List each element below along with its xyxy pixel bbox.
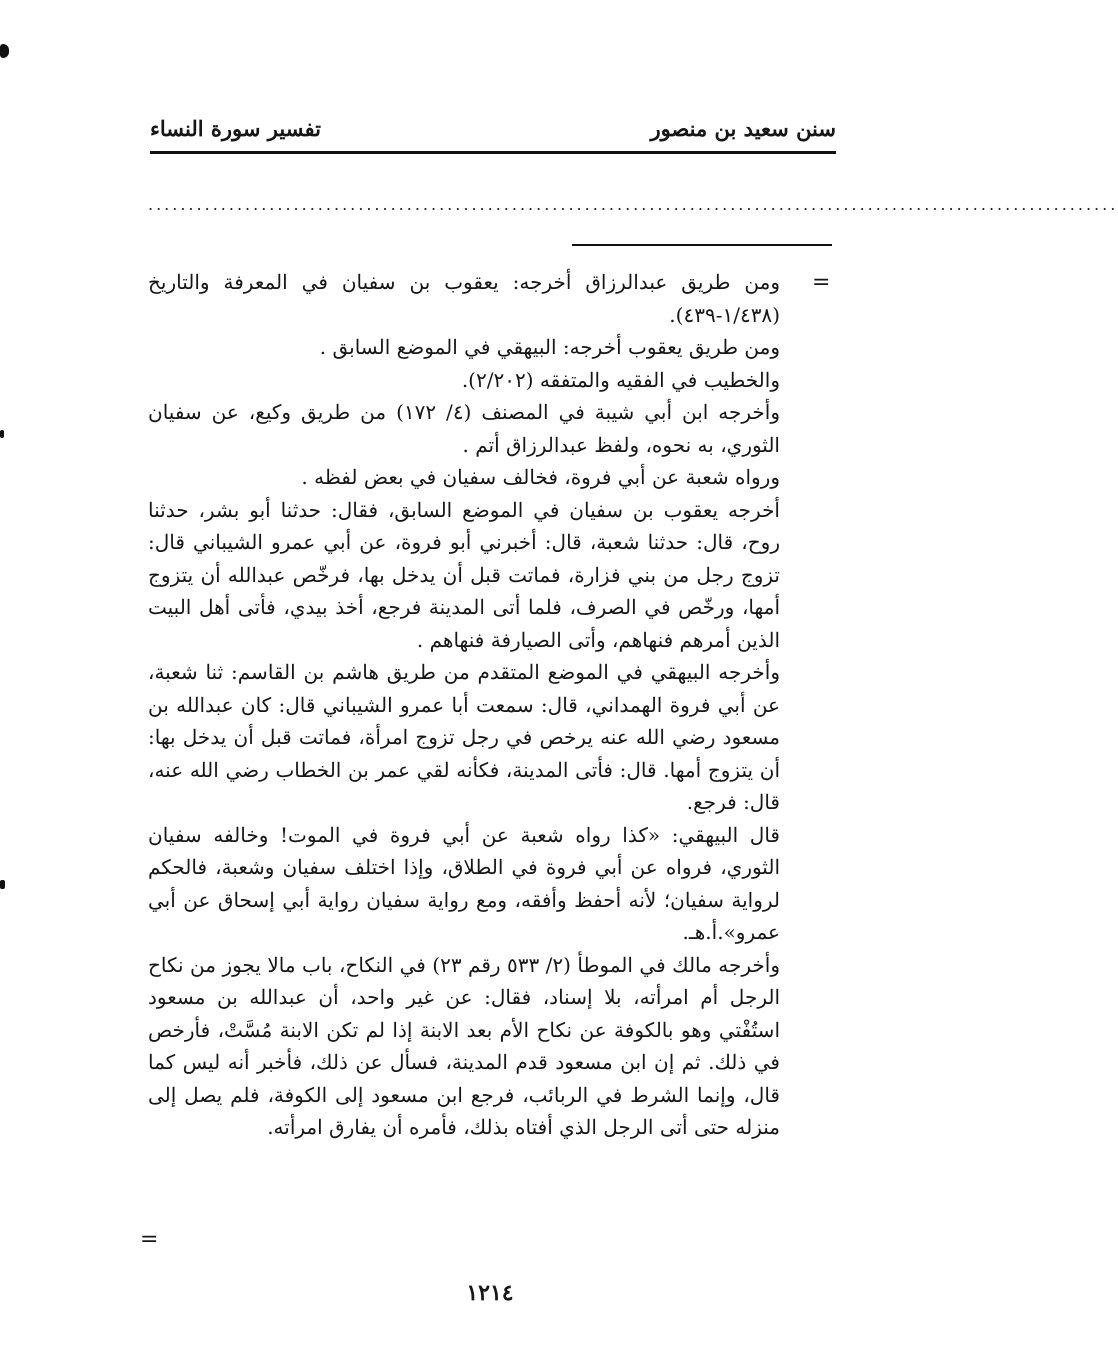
footnote-paragraph: أخرجه يعقوب بن سفيان في الموضع السابق، فقال: حدثنا أبو بشر، حدثنا روح، قال: حدثنا شعبة، قال: أخبرني أبو فروة، عن أبي عمرو الشيباني قال: تزوج رجل من بني فزارة، فماتت قبل أن يدخل بها، فرخّص عبدالله أن يتزوج أمها، ورخّص في الصرف، فلما أتى المدينة فرجع، أخذ بيدي، فأتى أهل البيت الذين أمرهم فنهاهم، وأتى الصيارفة فنهاهم . [148, 497, 780, 652]
footnote-paragraph: قال البيهقي: «كذا رواه شعبة عن أبي فروة في الموت! وخالفه سفيان الثوري، فرواه عن أبي فروة في الطلاق، وإذا اختلف سفيان وشعبة، فالحكم لرواية سفيان؛ لأنه أحفظ وأفقه، ومع رواية سفيان رواية أبي إسحاق عن أبي عمرو».أ.هـ. [148, 822, 780, 944]
running-header [150, 108, 836, 148]
footnote-paragraph: ورواه شعبة عن أبي فروة، فخالف سفيان في بعض لفظه . [301, 465, 780, 489]
dotted-separator: ........................................................................................................................ [148, 195, 1118, 214]
footnote-paragraph: ومن طريق عبدالرزاق أخرجه: يعقوب بن سفيان في المعرفة والتاريخ (١/٤٣٨-٤٣٩). [148, 270, 780, 327]
header-rule [150, 151, 836, 154]
footnote-paragraph: وأخرجه ابن أبي شيبة في المصنف (٤/ ١٧٢) من طريق وكيع، عن سفيان الثوري، به نحوه، ولفظ عبدالرزاق أتم . [148, 400, 780, 457]
footnote-rule [572, 244, 832, 246]
footnote-paragraph: والخطيب في الفقيه والمتفقه (٢/٢٠٢). [461, 367, 780, 392]
section-title: تفسير سورة النساء [150, 115, 321, 141]
scan-ink-mark [0, 430, 4, 438]
continuation-mark: = [812, 270, 831, 295]
footnote-body [148, 266, 780, 1144]
page-number: ١٢١٤ [466, 1280, 514, 1306]
end-continuation-mark: = [140, 1227, 159, 1252]
footnote-paragraph: وأخرجه مالك في الموطأ (٢/ ٥٣٣ رقم ٢٣) في النكاح، باب مالا يجوز من نكاح الرجل أم امرأته، بلا إسناد، فقال: عن غير واحد، أن عبدالله بن مسعود استُفْتي وهو بالكوفة عن نكاح الأم بعد الابنة إذا لم تكن الابنة مُسَّتْ، فأرخص في ذلك. ثم إن ابن مسعود قدم المدينة، فسأل عن ذلك، فأخبر أنه ليس كما قال، وإنما الشرط في الربائب، فرجع ابن مسعود إلى الكوفة، فلم يصل إلى منزله حتى أتى الرجل الذي أفتاه بذلك، فأمره أن يفارق امرأته. [148, 952, 780, 1139]
footnote-paragraph: وأخرجه البيهقي في الموضع المتقدم من طريق هاشم بن القاسم: ثنا شعبة، عن أبي فروة الهمداني، قال: سمعت أبا عمرو الشيباني قال: كان عبدالله بن مسعود رضي الله عنه يرخص في رجل تزوج امرأة، فماتت قبل أن يدخل بها: أن يتزوج أمها. قال: فأتى المدينة، فكأنه لقي عمر بن الخطاب رضي الله عنه، قال: فرجع. [148, 660, 781, 814]
scan-ink-mark [0, 44, 9, 58]
scan-ink-mark [0, 880, 5, 889]
book-title: سنن سعيد بن منصور [650, 115, 836, 141]
footnote-paragraph: ومن طريق يعقوب أخرجه: البيهقي في الموضع السابق . [319, 335, 780, 359]
